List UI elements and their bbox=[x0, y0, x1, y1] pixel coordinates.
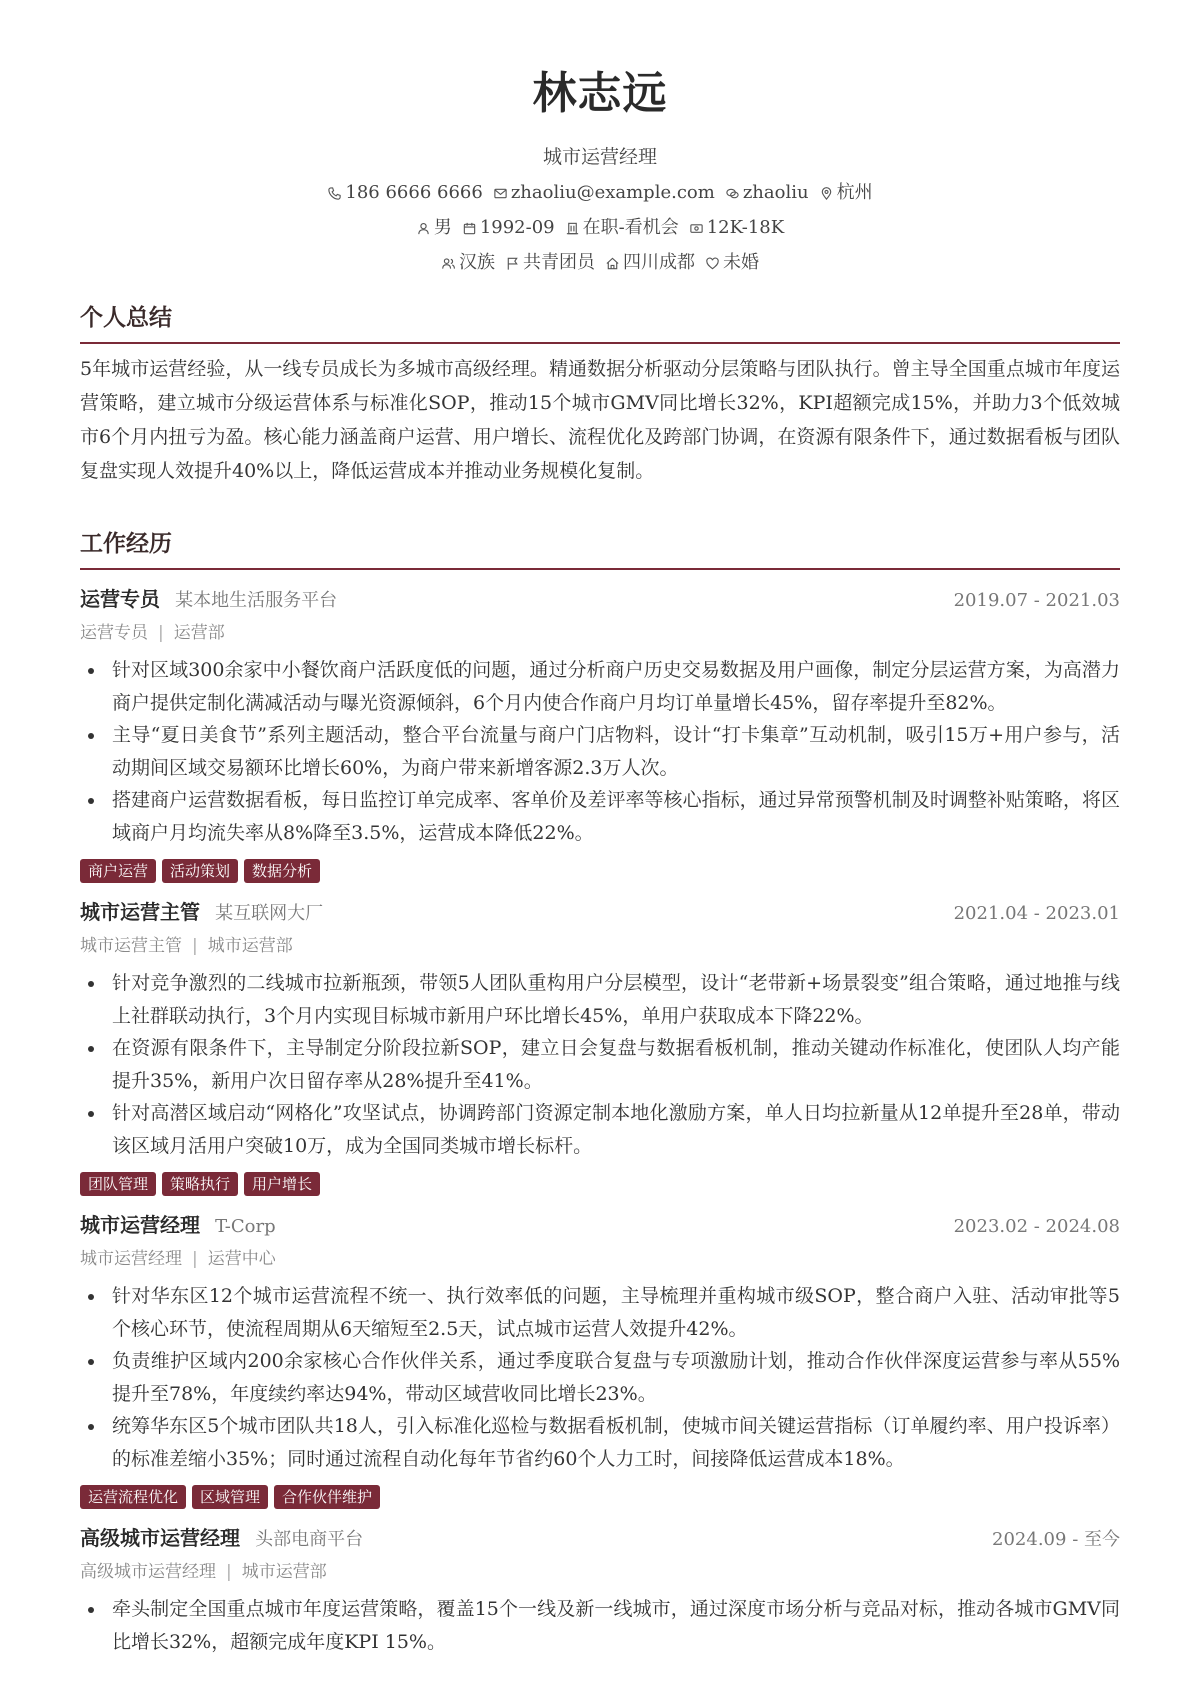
status-text: 在职-看机会 bbox=[582, 217, 679, 238]
job-company: 某互联网大厂 bbox=[215, 903, 324, 924]
job-role: 运营专员 bbox=[80, 623, 148, 643]
job-position: 高级城市运营经理 bbox=[80, 1526, 240, 1550]
job-role-line bbox=[80, 1557, 1120, 1587]
ethnicity-item bbox=[441, 250, 495, 276]
job-title: 城市运营经理 bbox=[542, 146, 657, 168]
job-bullet: 牵头制定全国重点城市年度运营策略，覆盖15个一线及新一线城市，通过深度市场分析与竞品对标，推动各城市GMV同比增长32%，超额完成年度KPI 15%。 bbox=[80, 1593, 1120, 1658]
birth-text: 1992-09 bbox=[479, 217, 555, 238]
job-dept: 城市运营部 bbox=[241, 1562, 327, 1582]
job-dept: 运营中心 bbox=[207, 1249, 276, 1269]
job-bullets bbox=[80, 654, 1120, 849]
wechat-icon bbox=[725, 186, 740, 201]
job-role-line bbox=[80, 1244, 1120, 1274]
job-entry bbox=[80, 1523, 1120, 1658]
skill-tag: 数据分析 bbox=[244, 859, 320, 883]
email-item bbox=[493, 180, 715, 206]
job-entry bbox=[80, 1210, 1120, 1509]
job-header bbox=[80, 584, 1120, 616]
job-bullet: 针对高潜区域启动“网格化”攻坚试点，协调跨部门资源定制本地化激励方案，单人日均拉新量从12单提升至28单，带动该区域月活用户突破10万，成为全国同类城市增长标杆。 bbox=[80, 1097, 1120, 1162]
birth-item bbox=[462, 215, 555, 241]
work-heading: 工作经历 bbox=[80, 528, 1120, 570]
divider: | bbox=[158, 623, 164, 643]
job-bullet: 针对华东区12个城市运营流程不统一、执行效率低的问题，主导梳理并重构城市级SOP，整合商户入驻、活动审批等5个核心环节，使流程周期从6天缩短至2.5天，试点城市运营人效提升42%。 bbox=[80, 1280, 1120, 1345]
building-icon bbox=[565, 221, 580, 236]
status-item bbox=[565, 215, 679, 241]
mail-icon bbox=[493, 186, 508, 201]
candidate-name: 林志远 bbox=[532, 68, 668, 119]
summary-heading: 个人总结 bbox=[80, 302, 1120, 344]
job-company: 头部电商平台 bbox=[255, 1529, 364, 1550]
job-entry bbox=[80, 897, 1120, 1196]
personal-row bbox=[80, 215, 1120, 241]
job-date: 2023.02 - 2024.08 bbox=[953, 1216, 1120, 1237]
salary-text: 12K-18K bbox=[706, 217, 785, 238]
phone-item bbox=[327, 180, 482, 206]
gender-text: 男 bbox=[433, 217, 452, 238]
skill-tag: 合作伙伴维护 bbox=[274, 1485, 380, 1509]
contact-row bbox=[80, 180, 1120, 206]
job-bullet: 统筹华东区5个城市团队共18人，引入标准化巡检与数据看板机制，使城市间关键运营指标（订单履约率、用户投诉率）的标准差缩小35%；同时通过流程自动化每年节省约60个人力工时，间接降低运营成本18%。 bbox=[80, 1410, 1120, 1475]
job-bullets bbox=[80, 967, 1120, 1162]
job-date: 2021.04 - 2023.01 bbox=[953, 903, 1120, 924]
skill-tag: 团队管理 bbox=[80, 1172, 156, 1196]
job-position: 运营专员 bbox=[80, 587, 160, 611]
job-tags bbox=[80, 1172, 1120, 1196]
job-bullets bbox=[80, 1593, 1120, 1658]
flag-icon bbox=[505, 256, 520, 271]
email-text: zhaoliu@example.com bbox=[510, 182, 715, 203]
political-item bbox=[505, 250, 595, 276]
job-tags bbox=[80, 1485, 1120, 1509]
skill-tag: 区域管理 bbox=[192, 1485, 268, 1509]
location-item bbox=[819, 180, 873, 206]
wechat-text: zhaoliu bbox=[742, 182, 809, 203]
job-role: 高级城市运营经理 bbox=[80, 1562, 216, 1582]
job-bullet: 负责维护区域内200余家核心合作伙伴关系，通过季度联合复盘与专项激励计划，推动合作伙伴深度运营参与率从55%提升至78%，年度续约率达94%，带动区域营收同比增长23%。 bbox=[80, 1345, 1120, 1410]
job-dept: 运营部 bbox=[173, 623, 225, 643]
job-dept: 城市运营部 bbox=[207, 936, 293, 956]
money-icon bbox=[689, 221, 704, 236]
divider: | bbox=[192, 936, 198, 956]
salary-item bbox=[689, 215, 784, 241]
job-bullet: 主导“夏日美食节”系列主题活动，整合平台流量与商户门店物料，设计“打卡集章”互动机制，吸引15万+用户参与，活动期间区域交易额环比增长60%，为商户带来新增客源2.3万人次。 bbox=[80, 719, 1120, 784]
divider: | bbox=[226, 1562, 232, 1582]
job-entry bbox=[80, 584, 1120, 883]
job-position: 城市运营经理 bbox=[80, 1213, 200, 1237]
job-company: T-Corp bbox=[215, 1216, 276, 1237]
job-role: 城市运营经理 bbox=[80, 1249, 182, 1269]
heart-icon bbox=[705, 256, 720, 271]
calendar-icon bbox=[462, 221, 477, 236]
marital-item bbox=[705, 250, 759, 276]
location-text: 杭州 bbox=[836, 182, 873, 203]
job-bullet: 针对竞争激烈的二线城市拉新瓶颈，带领5人团队重构用户分层模型，设计“老带新+场景裂变”组合策略，通过地推与线上社群联动执行，3个月内实现目标城市新用户环比增长45%，单用户获取成本下降22%。 bbox=[80, 967, 1120, 1032]
job-company: 某本地生活服务平台 bbox=[175, 590, 338, 611]
job-date: 2019.07 - 2021.03 bbox=[953, 590, 1120, 611]
summary-text: 5年城市运营经验，从一线专员成长为多城市高级经理。精通数据分析驱动分层策略与团队执行。曾主导全国重点城市年度运营策略，建立城市分级运营体系与标准化SOP，推动15个城市GMV同比增长32%，KPI超额完成15%，并助力3个低效城市6个月内扭亏为盈。核心能力涵盖商户运营、用户增长、流程优化及跨部门协调，在资源有限条件下，通过数据看板与团队复盘实现人效提升40%以上，降低运营成本并推动业务规模化复制。 bbox=[80, 358, 1120, 482]
location-pin-icon bbox=[819, 186, 834, 201]
summary-section bbox=[80, 302, 1120, 488]
skill-tag: 用户增长 bbox=[244, 1172, 320, 1196]
skill-tag: 商户运营 bbox=[80, 859, 156, 883]
job-header bbox=[80, 1523, 1120, 1555]
job-position: 城市运营主管 bbox=[80, 900, 200, 924]
divider: | bbox=[192, 1249, 198, 1269]
ethnicity-text: 汉族 bbox=[459, 252, 495, 273]
user-icon bbox=[416, 221, 431, 236]
gender-item bbox=[416, 215, 452, 241]
skill-tag: 活动策划 bbox=[162, 859, 238, 883]
job-role-line bbox=[80, 931, 1120, 961]
work-section bbox=[80, 528, 1120, 1658]
skill-tag: 策略执行 bbox=[162, 1172, 238, 1196]
job-bullet: 在资源有限条件下，主导制定分阶段拉新SOP，建立日会复盘与数据看板机制，推动关键动作标准化，使团队人均产能提升35%，新用户次日留存率从28%提升至41%。 bbox=[80, 1032, 1120, 1097]
home-icon bbox=[605, 256, 620, 271]
marital-text: 未婚 bbox=[723, 252, 759, 273]
job-role: 城市运营主管 bbox=[80, 936, 182, 956]
phone-text: 186 6666 6666 bbox=[345, 182, 483, 203]
hometown-text: 四川成都 bbox=[623, 252, 695, 273]
users-icon bbox=[441, 256, 456, 271]
job-header bbox=[80, 1210, 1120, 1242]
job-role-line bbox=[80, 618, 1120, 648]
job-bullet: 针对区域300余家中小餐饮商户活跃度低的问题，通过分析商户历史交易数据及用户画像，制定分层运营方案，为高潜力商户提供定制化满减活动与曝光资源倾斜，6个月内使合作商户月均订单量增长45%，留存率提升至82%。 bbox=[80, 654, 1120, 719]
job-bullet: 搭建商户运营数据看板，每日监控订单完成率、客单价及差评率等核心指标，通过异常预警机制及时调整补贴策略，将区域商户月均流失率从8%降至3.5%，运营成本降低22%。 bbox=[80, 784, 1120, 849]
background-row bbox=[80, 250, 1120, 276]
wechat-item bbox=[725, 180, 809, 206]
political-text: 共青团员 bbox=[523, 252, 595, 273]
job-bullets bbox=[80, 1280, 1120, 1475]
job-tags bbox=[80, 859, 1120, 883]
skill-tag: 运营流程优化 bbox=[80, 1485, 186, 1509]
hometown-item bbox=[605, 250, 695, 276]
phone-icon bbox=[327, 186, 342, 201]
job-header bbox=[80, 897, 1120, 929]
job-date: 2024.09 - 至今 bbox=[992, 1529, 1120, 1550]
